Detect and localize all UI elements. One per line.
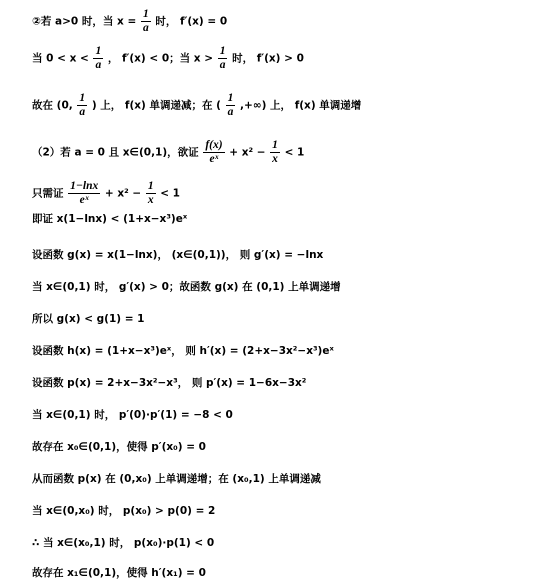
line-1-text: ②若 a>0 时，当 x =: [32, 15, 137, 28]
fraction-numerator: 1: [227, 92, 234, 104]
fraction-numerator: 1: [79, 92, 86, 104]
line-5-text-middle: + x² −: [104, 187, 142, 200]
fraction-numerator: f(x): [205, 139, 223, 151]
line-4-text: （2）若 a = 0 且 x∈(0,1)，欲证: [32, 146, 199, 159]
fraction: [93, 45, 103, 72]
fraction: [146, 180, 156, 207]
line-16: ∴ 当 x∈(x₀,1) 时， p(x₀)·p(1) < 0: [32, 537, 215, 549]
fraction-numerator: 1: [147, 180, 154, 192]
line-4-text-middle: + x² −: [229, 146, 266, 159]
fraction-numerator: 1: [219, 45, 226, 57]
line-1: [32, 8, 227, 35]
line-4-text-after: < 1: [284, 146, 305, 159]
line-5: [32, 180, 180, 207]
line-9: 所以 g(x) < g(1) = 1: [32, 313, 145, 325]
fraction-numerator: 1: [272, 139, 278, 151]
line-2-text-middle: ， f′(x) < 0；当 x >: [107, 52, 214, 65]
line-3-text-after: ,+∞) 上， f(x) 单调递增: [240, 99, 362, 112]
line-7: 设函数 g(x) = x(1−lnx)， (x∈(0,1))， 则 g′(x) = −lnx: [32, 249, 324, 261]
fraction-denominator: a: [219, 59, 226, 71]
line-1-text-after: 时， f′(x) = 0: [155, 15, 228, 28]
fraction-numerator: 1: [95, 45, 102, 57]
line-12: 当 x∈(0,1) 时， p′(0)·p′(1) = −8 < 0: [32, 409, 233, 421]
fraction: [68, 180, 100, 207]
fraction-denominator: eˣ: [79, 194, 89, 206]
line-5-text-after: < 1: [160, 187, 180, 200]
fraction-denominator: a: [227, 106, 234, 118]
fraction: [77, 92, 87, 119]
fraction-denominator: a: [142, 22, 149, 34]
fraction: [226, 92, 236, 119]
line-3-text: 故在 (0,: [32, 99, 73, 112]
fraction-denominator: a: [95, 59, 102, 71]
line-13: 故存在 x₀∈(0,1)，使得 p′(x₀) = 0: [32, 441, 206, 453]
fraction: [203, 139, 224, 166]
line-3: [32, 92, 361, 119]
line-4: [32, 139, 304, 166]
fraction: [218, 45, 228, 72]
line-11: 设函数 p(x) = 2+x−3x²−x³， 则 p′(x) = 1−6x−3x²: [32, 377, 307, 389]
fraction-denominator: x: [272, 153, 278, 165]
fraction-numerator: 1: [142, 8, 149, 20]
line-2: [32, 45, 304, 72]
fraction-numerator: 1−lnx: [70, 180, 99, 192]
line-5-text: 只需证: [32, 187, 64, 200]
fraction-denominator: x: [147, 194, 154, 206]
line-8: 当 x∈(0,1) 时， g′(x) > 0；故函数 g(x) 在 (0,1) 上单调递增: [32, 281, 341, 293]
line-17: 故存在 x₁∈(0,1)，使得 h′(x₁) = 0: [32, 567, 206, 579]
line-10: 设函数 h(x) = (1+x−x³)eˣ， 则 h′(x) = (2+x−3x²−x³)eˣ: [32, 345, 334, 357]
fraction-denominator: a: [79, 106, 86, 118]
fraction: [141, 8, 151, 35]
line-15: 当 x∈(0,x₀) 时， p(x₀) > p(0) = 2: [32, 505, 216, 517]
line-14: 从而函数 p(x) 在 (0,x₀) 上单调递增；在 (x₀,1) 上单调递减: [32, 473, 321, 485]
fraction-denominator: eˣ: [209, 153, 219, 165]
line-6: 即证 x(1−lnx) < (1+x−x³)eˣ: [32, 213, 188, 225]
fraction: [270, 139, 280, 166]
line-2-text: 当 0 < x <: [32, 52, 89, 65]
line-3-text-middle: ) 上， f(x) 单调递减；在 (: [91, 99, 221, 112]
line-2-text-after: 时， f′(x) > 0: [232, 52, 304, 65]
